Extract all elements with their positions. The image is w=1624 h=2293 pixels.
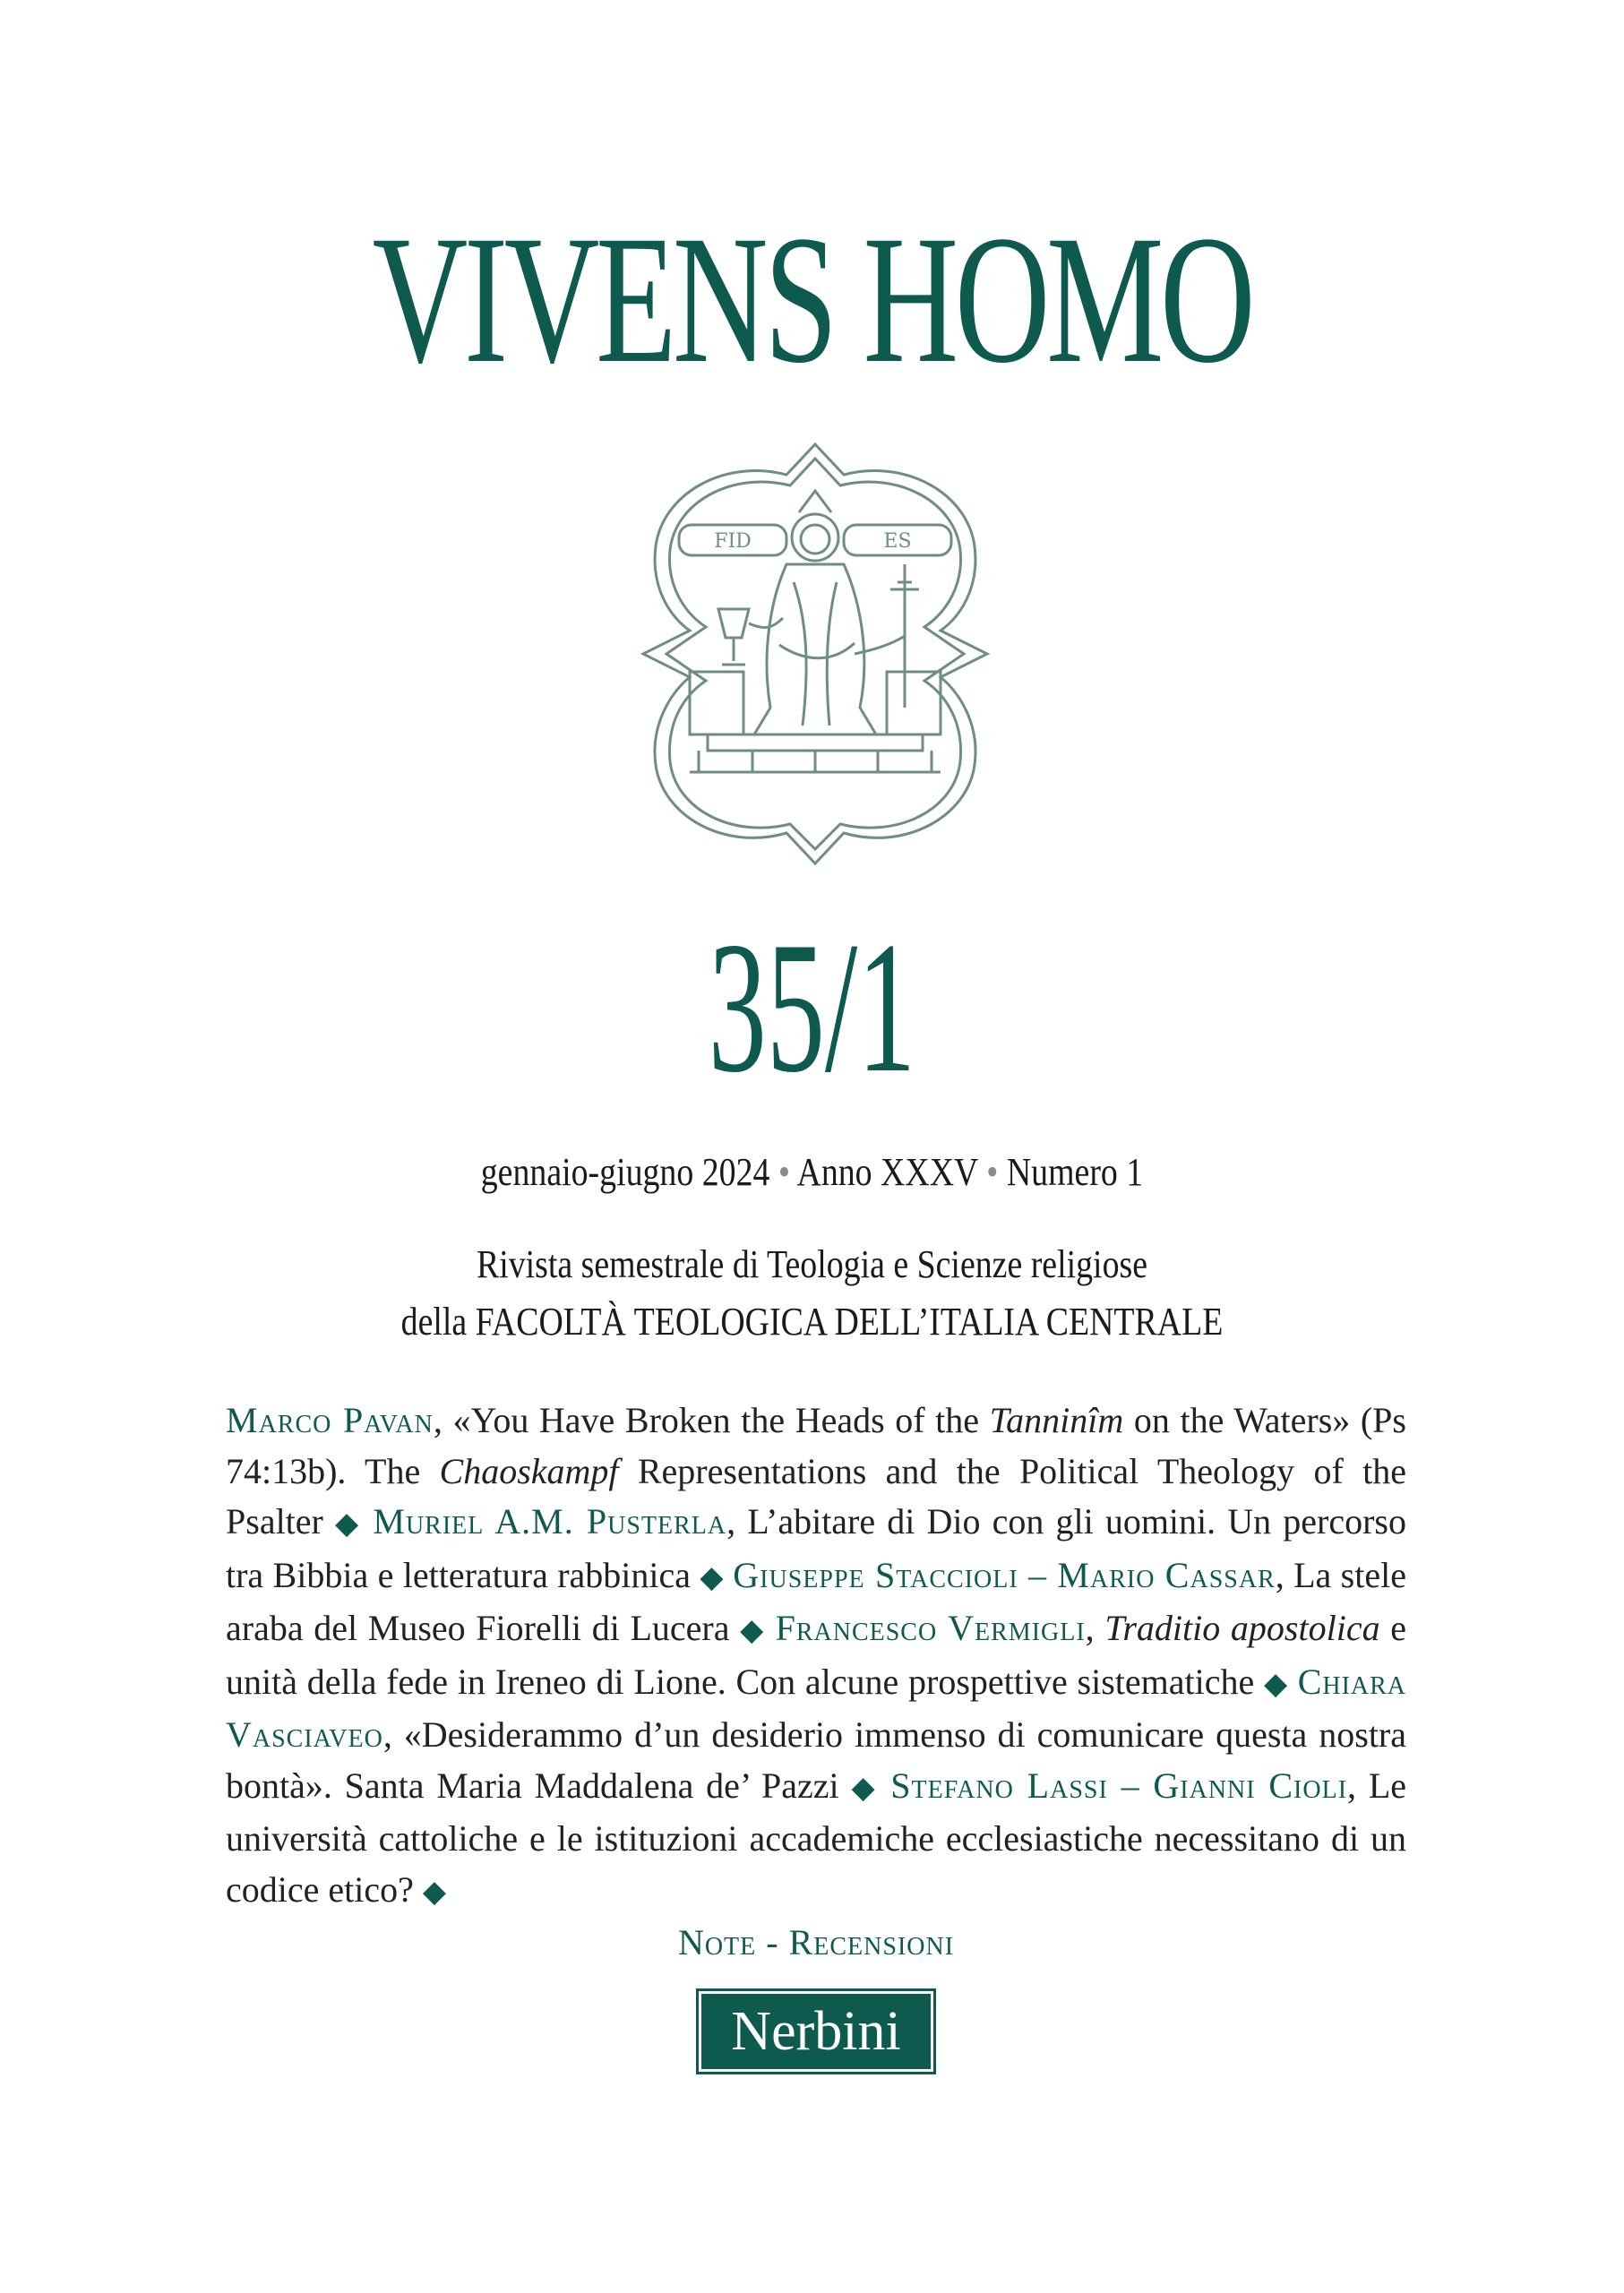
toc-author: Giuseppe Staccioli – Mario Cassar: [733, 1554, 1276, 1595]
publisher-logo: Nerbini: [699, 1991, 933, 2072]
table-of-contents: [226, 1396, 1406, 1969]
toc-title-italic: Tanninîm: [989, 1400, 1124, 1440]
issue-period: gennaio-giugno 2024: [480, 1150, 770, 1194]
diamond-separator-icon: ◆: [851, 1771, 879, 1805]
bullet-separator: •: [986, 1150, 1007, 1194]
toc-title: ,: [1085, 1608, 1105, 1648]
toc-title: Representations and the Political Theology of the Psalter: [226, 1450, 1406, 1542]
toc-title: on the Waters» (Ps 74:13b). The: [226, 1400, 1406, 1491]
diamond-separator-icon: ◆: [700, 1560, 724, 1594]
toc-title: , «Desiderammo d’un desiderio immenso di comunicare questa nostra bontà». Santa Maria Maddalena de’ Pazzi: [226, 1714, 1406, 1806]
issue-numero: Numero 1: [1006, 1150, 1144, 1194]
toc-author: Marco Pavan: [226, 1400, 434, 1440]
diamond-separator-icon: ◆: [1264, 1667, 1288, 1701]
dateline: [114, 1149, 1510, 1195]
bullet-separator: •: [778, 1150, 797, 1194]
toc-title: , La stele araba del Museo Fiorelli di Lucera: [226, 1554, 1406, 1648]
toc-author: Chiara Vasciaveo: [226, 1661, 1407, 1755]
journal-subtitle: [114, 1236, 1510, 1351]
toc-footer-notes-reviews: Note - Recensioni: [677, 1922, 955, 1962]
toc-author: Muriel A.M. Pusterla: [373, 1501, 727, 1542]
journal-title: VIVENS HOMO: [372, 198, 1252, 401]
toc-author: Stefano Lassi – Gianni Cioli: [890, 1765, 1348, 1806]
issue-year: Anno XXXV: [796, 1150, 978, 1194]
toc-title: , L’abitare di Dio con gli uomini. Un percorso tra Bibbia e letteratura rabbinica: [226, 1501, 1406, 1595]
emblem-lettering-right: ES: [883, 530, 912, 553]
diamond-separator-icon: ◆: [422, 1875, 447, 1909]
diamond-separator-icon: ◆: [335, 1507, 362, 1541]
toc-title-italic: Chaoskampf: [439, 1450, 619, 1491]
toc-title-italic: Traditio apostolica: [1104, 1608, 1380, 1648]
subtitle-line-2: della FACOLTÀ TEOLOGICA DELL’ITALIA CENTRALE: [400, 1299, 1224, 1344]
diamond-separator-icon: ◆: [740, 1614, 765, 1647]
toc-author: Francesco Vermigli: [775, 1608, 1086, 1648]
toc-title: , «You Have Broken the Heads of the: [433, 1400, 990, 1440]
subtitle-line-1: Rivista semestrale di Teologia e Scienze religiose: [476, 1242, 1148, 1286]
issue-number: 35/1: [708, 904, 916, 1112]
emblem-lettering-left: FID: [714, 530, 752, 553]
toc-title: e unità della fede in Ireneo di Lione. Con alcune prospettive sistematiche: [226, 1608, 1406, 1702]
emblem-quatrefoil-faith-icon: [636, 439, 994, 869]
toc-title: , Le università cattoliche e le istituzioni accademiche ecclesiastiche necessitano di un codice etico?: [226, 1765, 1407, 1910]
